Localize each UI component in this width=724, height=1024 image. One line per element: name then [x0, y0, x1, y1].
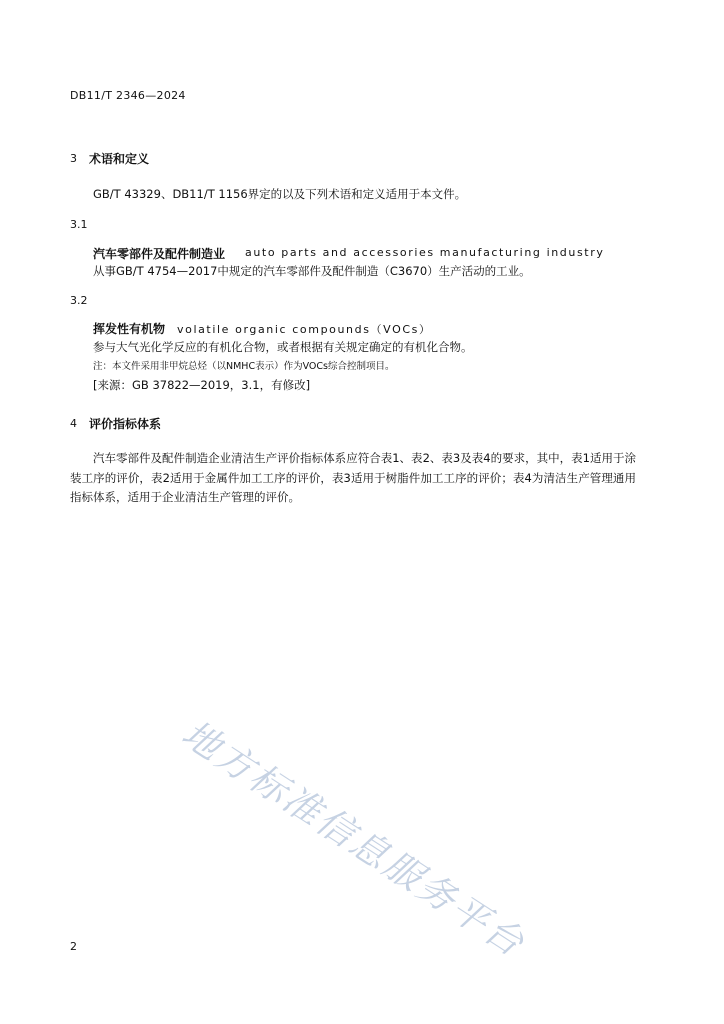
term-3-1-number: 3.1 — [70, 218, 88, 231]
section-3-title: 术语和定义 — [89, 152, 150, 166]
document-code-header: DB11/T 2346—2024 — [70, 89, 186, 102]
term-3-2-definition: 参与大气光化学反应的有机化合物，或者根据有关规定确定的有机化合物。 — [93, 340, 473, 354]
term-3-2-chinese: 挥发性有机物 — [93, 322, 166, 336]
term-3-2-source: [来源：GB 37822—2019，3.1，有修改] — [93, 378, 311, 392]
term-3-2-english: volatile organic compounds（VOCs） — [177, 323, 432, 336]
term-3-1-definition: 从事GB/T 4754—2017中规定的汽车零部件及配件制造（C3670）生产活动的工业。 — [93, 264, 531, 278]
section-4-number: 4 — [70, 417, 77, 430]
term-3-1-chinese: 汽车零部件及配件制造业 — [93, 247, 226, 261]
watermark-text: 地方标准信息服务平台 — [174, 711, 534, 966]
term-3-2-number: 3.2 — [70, 294, 88, 307]
term-3-1-english: auto parts and accessories manufacturing industry — [245, 246, 605, 259]
term-3-2-note: 注：本文件采用非甲烷总烃（以NMHC表示）作为VOCs综合控制项目。 — [93, 361, 395, 372]
page-number: 2 — [70, 940, 77, 953]
section-4-paragraph: 汽车零部件及配件制造企业清洁生产评价指标体系应符合表1、表2、表3及表4的要求，其中，表1适用于涂装工序的评价，表2适用于金属件加工工序的评价，表3适用于树脂件加工工序的评价；表4为清洁生产管理通用指标体系，适用于企业清洁生产管理的评价。 — [70, 451, 636, 504]
section-4-title: 评价指标体系 — [89, 417, 162, 431]
section-3-number: 3 — [70, 152, 77, 165]
section-3-intro: GB/T 43329、DB11/T 1156界定的以及下列术语和定义适用于本文件。 — [93, 187, 467, 201]
